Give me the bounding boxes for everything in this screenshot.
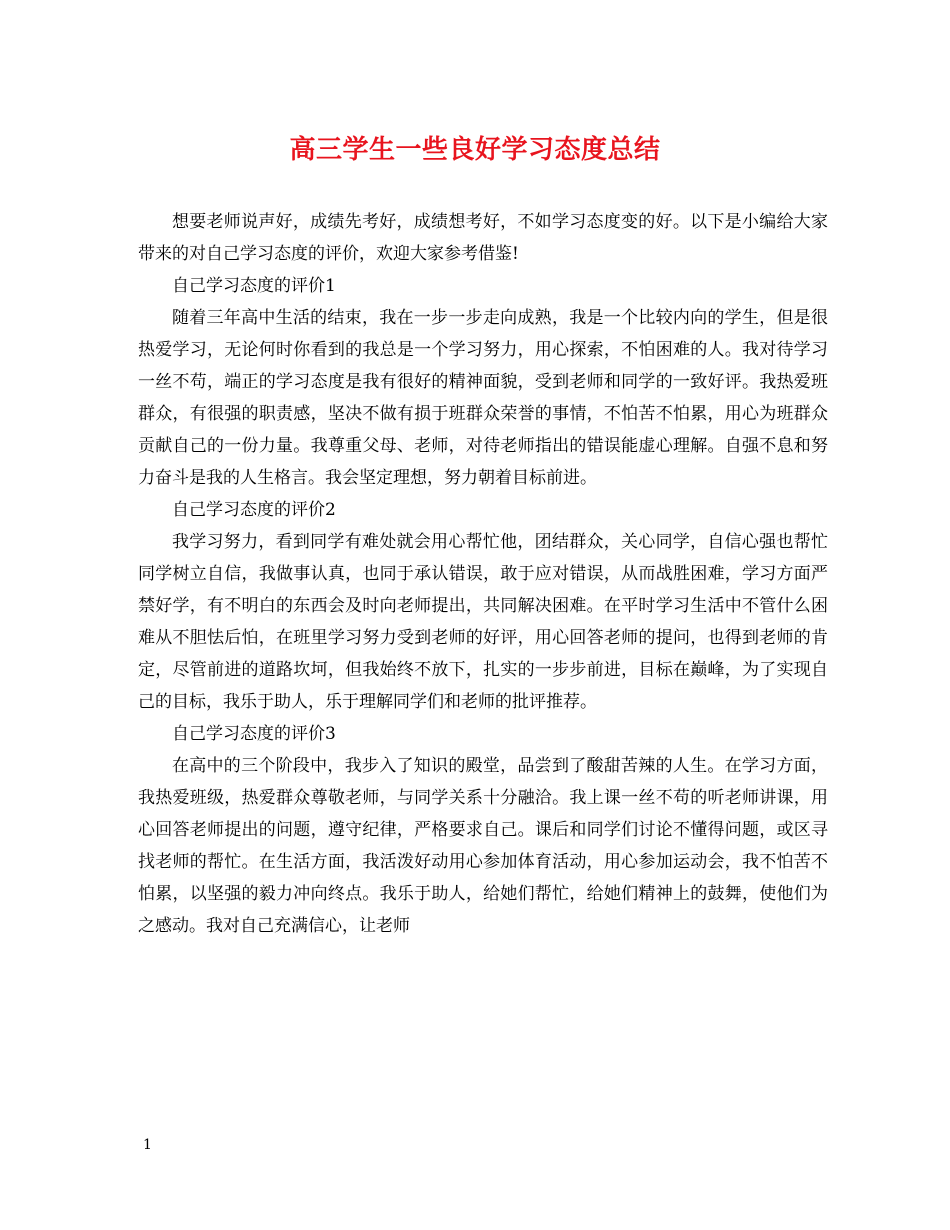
page-number: 1 — [143, 1137, 152, 1153]
document-title: 高三学生一些良好学习态度总结 — [289, 135, 661, 165]
section-paragraph-1: 随着三年高中生活的结束，我在一步一步走向成熟，我是一个比较内向的学生，但是很热爱学习，无论何时你看到的我总是一个学习努力，用心探索，不怕困难的人。我对待学习一丝不苟，端正的学习态度是我有很好的精神面貌，受到老师和同学的一致好评。我热爱班群众，有很强的职责感，坚决不做有损于班群众荣誉的事情，不怕苦不怕累，用心为班群众贡献自己的一份力量。我尊重父母、老师，对待老师指出的错误能虚心理解。自强不息和努力奋斗是我的人生格言。我会坚定理想，努力朝着目标前进。 — [138, 308, 828, 488]
intro-paragraph: 想要老师说声好，成绩先考好，成绩想考好，不如学习态度变的好。以下是小编给大家带来的对自己学习态度的评价，欢迎大家参考借鉴! — [138, 212, 828, 264]
section-paragraph-3: 在高中的三个阶段中，我步入了知识的殿堂，品尝到了酸甜苦辣的人生。在学习方面，我热爱班级，热爱群众尊敬老师，与同学关系十分融洽。我上课一丝不苟的听老师讲课，用心回答老师提出的问题，遵守纪律，严格要求自己。课后和同学们讨论不懂得问题，或区寻找老师的帮忙。在生活方面，我活泼好动用心参加体育活动，用心参加运动会，我不怕苦不怕累，以坚强的毅力冲向终点。我乐于助人，给她们帮忙，给她们精神上的鼓舞，使他们为之感动。我对自己充满信心，让老师 — [138, 756, 828, 936]
document-body — [138, 206, 828, 942]
section-heading-3: 自己学习态度的评价3 — [172, 724, 336, 744]
section-heading-1: 自己学习态度的评价1 — [172, 276, 336, 296]
section-heading-2: 自己学习态度的评价2 — [172, 500, 336, 520]
section-paragraph-2: 我学习努力，看到同学有难处就会用心帮忙他，团结群众，关心同学，自信心强也帮忙同学树立自信，我做事认真，也同于承认错误，敢于应对错误，从而战胜困难，学习方面严禁好学，有不明白的东西会及时向老师提出，共同解决困难。在平时学习生活中不管什么困难从不胆怯后怕，在班里学习努力受到老师的好评，用心回答老师的提问，也得到老师的肯定，尽管前进的道路坎坷，但我始终不放下，扎实的一步步前进，目标在巅峰，为了实现自己的目标，我乐于助人，乐于理解同学们和老师的批评推荐。 — [138, 532, 828, 712]
